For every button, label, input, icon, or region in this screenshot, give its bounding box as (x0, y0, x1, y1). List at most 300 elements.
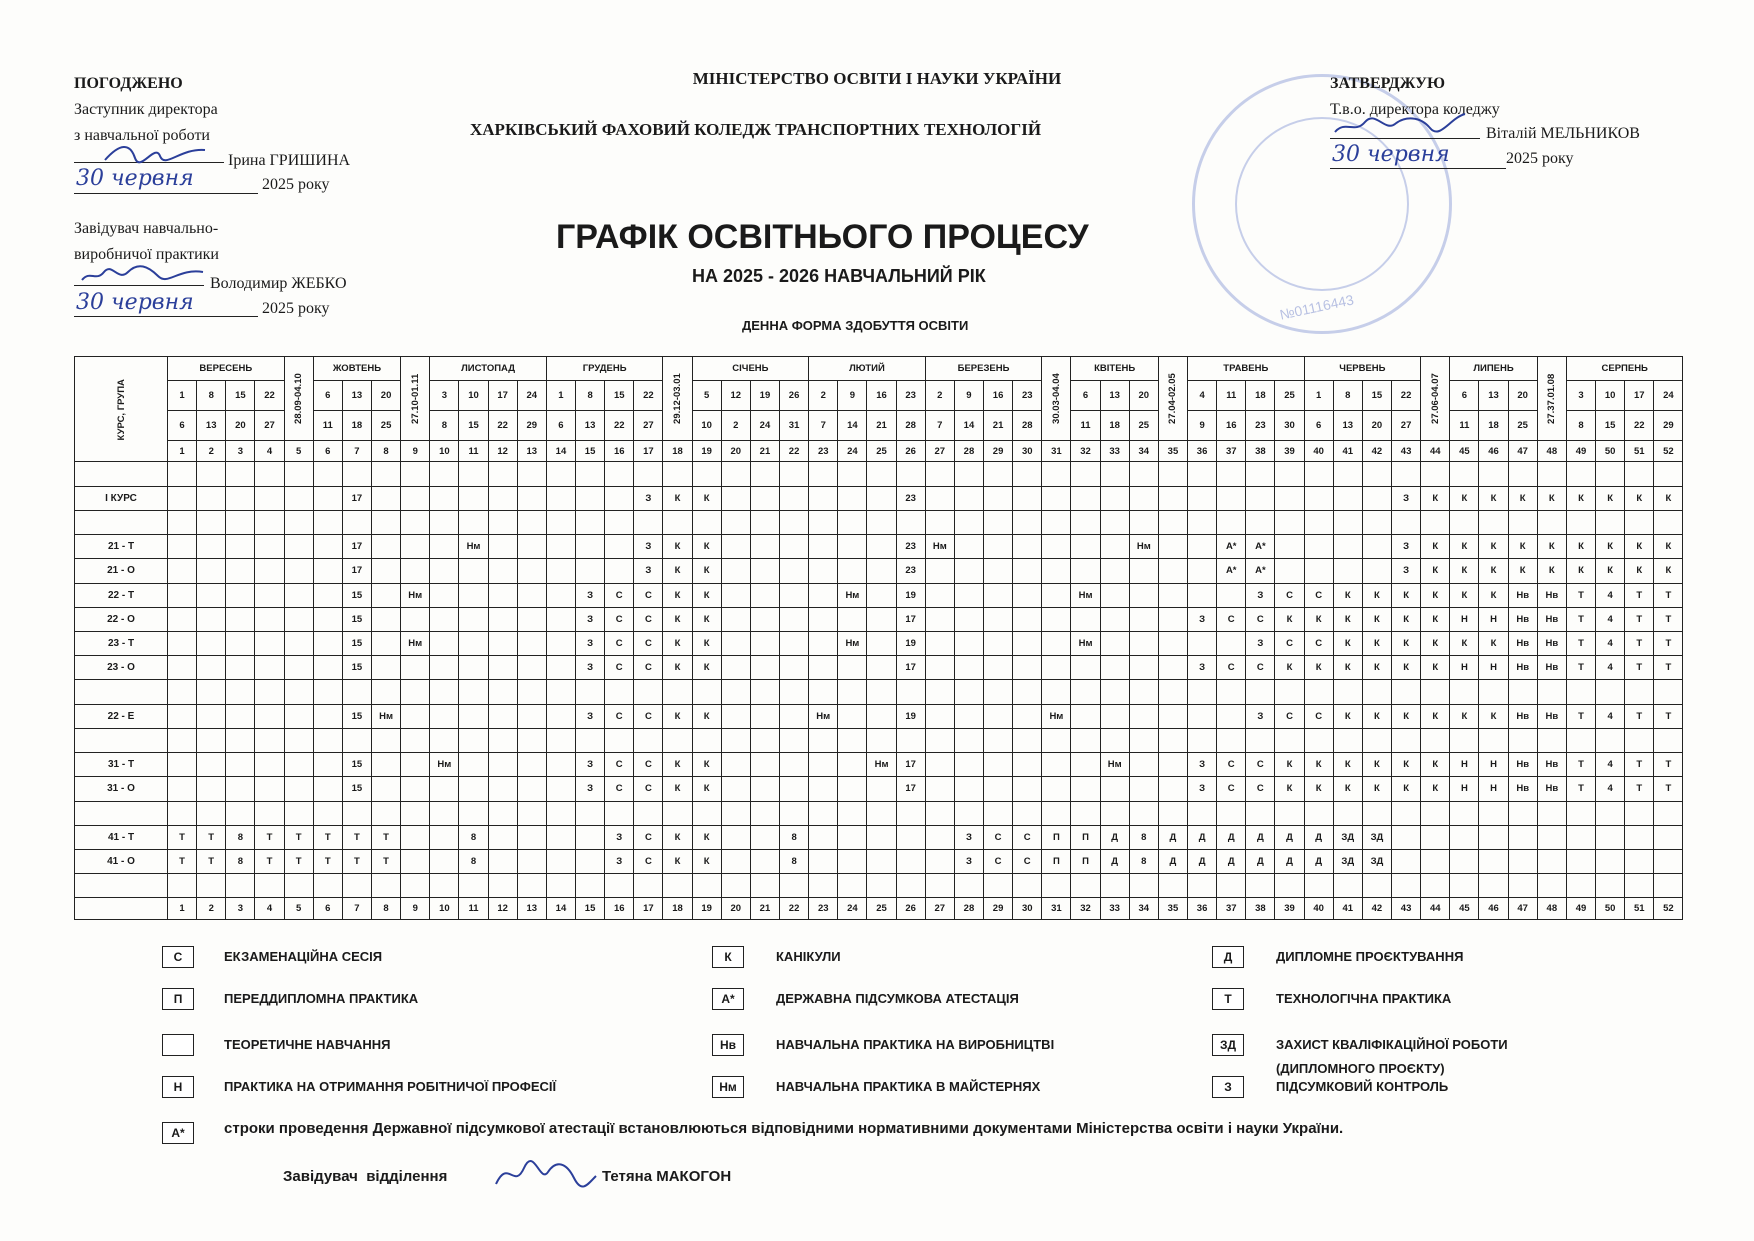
schedule-cell (925, 753, 954, 777)
approver1-name: Ірина ГРИШИНА (228, 152, 351, 169)
schedule-cell (1188, 632, 1217, 656)
schedule-cell (809, 632, 838, 656)
schedule-cell (1071, 704, 1100, 728)
schedule-cell (1246, 462, 1275, 486)
schedule-cell (284, 486, 313, 510)
schedule-cell (1042, 632, 1071, 656)
schedule-cell (780, 656, 809, 680)
month-header: 28.09-04.10 (284, 357, 313, 441)
corner-label: КУРС, ГРУПА (75, 357, 168, 462)
schedule-cell: С (1275, 632, 1304, 656)
schedule-cell: С (1304, 704, 1333, 728)
schedule-cell: К (1508, 535, 1537, 559)
schedule-cell: К (1625, 559, 1654, 583)
week-number-bottom: 13 (517, 898, 546, 920)
schedule-cell (1129, 753, 1158, 777)
week-number: 45 (1450, 440, 1479, 462)
schedule-cell (1158, 486, 1187, 510)
schedule-cell (867, 704, 896, 728)
schedule-cell (1158, 535, 1187, 559)
week-number-bottom: 37 (1217, 898, 1246, 920)
schedule-cell (430, 704, 459, 728)
schedule-cell (663, 680, 692, 704)
schedule-cell (284, 777, 313, 801)
legend-label: НАВЧАЛЬНА ПРАКТИКА В МАЙСТЕРНЯХ (776, 1079, 1041, 1094)
group-label: 23 - О (75, 656, 168, 680)
schedule-cell: 4 (1596, 704, 1625, 728)
schedule-cell (750, 874, 779, 898)
schedule-cell: Т (1566, 607, 1595, 631)
schedule-cell (576, 559, 605, 583)
schedule-cell: Д (1304, 825, 1333, 849)
approver2-position-2: виробничої практики (74, 246, 219, 263)
schedule-cell (663, 462, 692, 486)
schedule-cell: К (1508, 486, 1537, 510)
schedule-cell (1100, 656, 1129, 680)
schedule-cell (1129, 680, 1158, 704)
schedule-cell (226, 510, 255, 534)
legend-label: КАНІКУЛИ (776, 949, 841, 964)
group-label (75, 874, 168, 898)
schedule-cell: Д (1217, 825, 1246, 849)
schedule-cell (809, 825, 838, 849)
schedule-cell (721, 753, 750, 777)
schedule-cell (1071, 510, 1100, 534)
week-number: 6 (313, 440, 342, 462)
table-row (75, 462, 1683, 486)
legend-code-box: Т (1212, 988, 1244, 1010)
schedule-cell (517, 486, 546, 510)
schedule-cell (1596, 728, 1625, 752)
schedule-cell: К (1392, 607, 1421, 631)
schedule-cell (721, 535, 750, 559)
schedule-cell (896, 825, 925, 849)
schedule-cell (1333, 801, 1362, 825)
schedule-cell: К (1392, 704, 1421, 728)
week-number-bottom: 49 (1566, 898, 1595, 920)
schedule-cell (1246, 680, 1275, 704)
schedule-cell (838, 486, 867, 510)
schedule-cell (168, 753, 197, 777)
week-number: 16 (605, 440, 634, 462)
schedule-cell (488, 559, 517, 583)
month-header: ЛИСТОПАД (430, 357, 547, 381)
schedule-cell (1217, 874, 1246, 898)
schedule-cell (1129, 801, 1158, 825)
schedule-cell: ЗД (1333, 825, 1362, 849)
group-label: 22 - Е (75, 704, 168, 728)
schedule-cell (605, 874, 634, 898)
schedule-cell: С (605, 583, 634, 607)
schedule-cell (1158, 559, 1187, 583)
schedule-cell: К (1450, 583, 1479, 607)
schedule-cell (1362, 535, 1391, 559)
schedule-cell (1654, 680, 1683, 704)
schedule-cell (984, 656, 1013, 680)
schedule-cell (1100, 510, 1129, 534)
schedule-cell (896, 849, 925, 873)
schedule-cell (1654, 462, 1683, 486)
schedule-cell (692, 510, 721, 534)
schedule-cell (1275, 559, 1304, 583)
schedule-cell (867, 825, 896, 849)
schedule-cell (1158, 704, 1187, 728)
schedule-cell (1537, 728, 1566, 752)
schedule-cell: К (1508, 559, 1537, 583)
week-number-bottom: 26 (896, 898, 925, 920)
schedule-cell (430, 510, 459, 534)
schedule-cell (1333, 728, 1362, 752)
schedule-cell (1392, 825, 1421, 849)
week-start-day: 17 (1625, 380, 1654, 410)
schedule-cell (750, 704, 779, 728)
schedule-cell (1246, 486, 1275, 510)
schedule-cell (1421, 874, 1450, 898)
schedule-cell: Т (1625, 777, 1654, 801)
schedule-cell (1071, 777, 1100, 801)
week-start-day: 22 (255, 380, 284, 410)
schedule-cell: 17 (896, 607, 925, 631)
week-start-day: 1 (1304, 380, 1333, 410)
table-row (75, 753, 1683, 777)
schedule-cell (780, 486, 809, 510)
schedule-cell (605, 486, 634, 510)
week-number: 15 (576, 440, 605, 462)
schedule-cell (226, 801, 255, 825)
schedule-cell (401, 777, 430, 801)
week-number-bottom: 50 (1596, 898, 1625, 920)
schedule-cell (1625, 849, 1654, 873)
schedule-cell (342, 510, 371, 534)
week-end-day: 13 (576, 410, 605, 440)
schedule-cell: К (663, 559, 692, 583)
schedule-cell (1129, 777, 1158, 801)
week-start-day: 24 (517, 380, 546, 410)
schedule-cell: П (1071, 825, 1100, 849)
schedule-cell: ЗД (1362, 849, 1391, 873)
schedule-cell (954, 656, 983, 680)
week-start-day: 9 (954, 380, 983, 410)
schedule-cell: К (1421, 486, 1450, 510)
schedule-cell (1450, 849, 1479, 873)
schedule-cell (1304, 728, 1333, 752)
schedule-cell: 4 (1596, 607, 1625, 631)
schedule-cell (401, 656, 430, 680)
week-number: 31 (1042, 440, 1071, 462)
week-number: 46 (1479, 440, 1508, 462)
schedule-cell: К (1421, 607, 1450, 631)
week-start-day: 26 (780, 380, 809, 410)
week-end-day: 29 (517, 410, 546, 440)
week-number: 39 (1275, 440, 1304, 462)
week-number-bottom: 10 (430, 898, 459, 920)
schedule-cell (546, 607, 575, 631)
week-number: 38 (1246, 440, 1275, 462)
schedule-cell (226, 607, 255, 631)
schedule-cell (430, 680, 459, 704)
schedule-cell (488, 777, 517, 801)
month-header: СІЧЕНЬ (692, 357, 809, 381)
schedule-cell (1158, 510, 1187, 534)
week-end-day: 10 (692, 410, 721, 440)
schedule-cell (1450, 874, 1479, 898)
schedule-cell (867, 607, 896, 631)
schedule-cell (1217, 680, 1246, 704)
schedule-cell (605, 680, 634, 704)
schedule-cell: К (1450, 486, 1479, 510)
schedule-cell (313, 801, 342, 825)
week-number-bottom: 25 (867, 898, 896, 920)
schedule-cell (1246, 801, 1275, 825)
schedule-cell: 17 (342, 535, 371, 559)
schedule-cell: 4 (1596, 583, 1625, 607)
schedule-cell (255, 728, 284, 752)
schedule-cell (517, 728, 546, 752)
week-number-bottom: 40 (1304, 898, 1333, 920)
schedule-cell (1042, 486, 1071, 510)
week-end-day: 27 (634, 410, 663, 440)
week-start-day: 10 (459, 380, 488, 410)
schedule-cell (197, 680, 226, 704)
schedule-cell (1362, 680, 1391, 704)
schedule-cell (721, 825, 750, 849)
schedule-cell: Нв (1537, 607, 1566, 631)
schedule-cell (168, 874, 197, 898)
schedule-cell (1129, 510, 1158, 534)
schedule-cell: Нм (401, 583, 430, 607)
schedule-cell (1042, 874, 1071, 898)
schedule-cell (867, 777, 896, 801)
week-number: 51 (1625, 440, 1654, 462)
schedule-cell (1304, 680, 1333, 704)
schedule-table (74, 356, 1683, 920)
schedule-cell (517, 535, 546, 559)
schedule-cell (1042, 510, 1071, 534)
week-start-day: 19 (750, 380, 779, 410)
schedule-cell (430, 607, 459, 631)
schedule-cell: Т (255, 849, 284, 873)
schedule-cell (1275, 462, 1304, 486)
schedule-cell: 8 (459, 849, 488, 873)
schedule-cell: Т (1566, 583, 1595, 607)
week-start-day: 6 (1071, 380, 1100, 410)
schedule-cell: Т (255, 825, 284, 849)
schedule-cell: Нм (809, 704, 838, 728)
legend-code-box: Д (1212, 946, 1244, 968)
schedule-cell (1100, 462, 1129, 486)
schedule-cell (721, 777, 750, 801)
schedule-cell (984, 632, 1013, 656)
schedule-cell: С (634, 583, 663, 607)
schedule-cell (1362, 874, 1391, 898)
schedule-cell (197, 874, 226, 898)
schedule-cell (984, 801, 1013, 825)
schedule-cell (1158, 680, 1187, 704)
schedule-cell: Нв (1508, 607, 1537, 631)
schedule-cell (721, 801, 750, 825)
legend-label: НАВЧАЛЬНА ПРАКТИКА НА ВИРОБНИЦТВІ (776, 1037, 1055, 1052)
week-end-day: 31 (780, 410, 809, 440)
schedule-cell (1013, 559, 1042, 583)
director-position: Т.в.о. директора коледжу (1330, 101, 1500, 118)
schedule-cell (1129, 462, 1158, 486)
schedule-cell (1129, 704, 1158, 728)
schedule-cell (1188, 559, 1217, 583)
schedule-cell (372, 874, 401, 898)
schedule-cell: К (1625, 486, 1654, 510)
schedule-cell (1013, 777, 1042, 801)
schedule-cell (867, 486, 896, 510)
schedule-cell (1479, 510, 1508, 534)
schedule-cell (255, 632, 284, 656)
schedule-cell (1596, 801, 1625, 825)
schedule-cell: С (634, 849, 663, 873)
schedule-cell: А* (1246, 535, 1275, 559)
schedule-cell (1158, 656, 1187, 680)
schedule-cell (780, 583, 809, 607)
month-header: ВЕРЕСЕНЬ (168, 357, 285, 381)
table-row (75, 825, 1683, 849)
schedule-cell (1275, 486, 1304, 510)
schedule-cell (634, 680, 663, 704)
schedule-cell (925, 559, 954, 583)
schedule-cell (488, 486, 517, 510)
month-header: 29.12-03.01 (663, 357, 692, 441)
schedule-cell: Нм (1129, 535, 1158, 559)
schedule-cell: 4 (1596, 777, 1625, 801)
schedule-cell (925, 849, 954, 873)
schedule-cell (342, 801, 371, 825)
schedule-cell (1392, 874, 1421, 898)
schedule-cell (1100, 535, 1129, 559)
schedule-cell (1013, 583, 1042, 607)
schedule-cell (197, 559, 226, 583)
legend-code-box: Нв (712, 1034, 744, 1056)
week-number-bottom: 19 (692, 898, 721, 920)
schedule-cell (576, 874, 605, 898)
schedule-cell (1013, 607, 1042, 631)
schedule-cell (838, 704, 867, 728)
schedule-cell (430, 486, 459, 510)
director-name: Віталій МЕЛЬНИКОВ (1486, 125, 1640, 142)
schedule-cell (1392, 462, 1421, 486)
schedule-cell: З (605, 825, 634, 849)
schedule-cell: Т (313, 825, 342, 849)
schedule-cell: С (1217, 753, 1246, 777)
week-end-day: 20 (1362, 410, 1391, 440)
schedule-cell (284, 704, 313, 728)
schedule-cell: 8 (226, 849, 255, 873)
schedule-cell (430, 583, 459, 607)
schedule-cell (488, 462, 517, 486)
schedule-cell: К (1333, 632, 1362, 656)
schedule-cell (954, 777, 983, 801)
schedule-cell (1450, 728, 1479, 752)
group-label: 22 - Т (75, 583, 168, 607)
schedule-cell (867, 728, 896, 752)
signature-line-2 (74, 285, 204, 286)
schedule-cell: Т (1625, 704, 1654, 728)
group-label: 41 - О (75, 849, 168, 873)
schedule-cell (1013, 874, 1042, 898)
schedule-cell (1071, 535, 1100, 559)
table-row (75, 777, 1683, 801)
schedule-cell: Нм (925, 535, 954, 559)
schedule-cell (546, 680, 575, 704)
month-header: ГРУДЕНЬ (546, 357, 663, 381)
schedule-cell (1450, 825, 1479, 849)
month-header: СЕРПЕНЬ (1566, 357, 1683, 381)
schedule-cell: С (1275, 704, 1304, 728)
schedule-cell: К (1450, 704, 1479, 728)
schedule-cell (226, 559, 255, 583)
schedule-cell (546, 462, 575, 486)
schedule-cell: С (634, 607, 663, 631)
week-end-day: 18 (1100, 410, 1129, 440)
schedule-cell (284, 462, 313, 486)
schedule-cell (750, 583, 779, 607)
schedule-cell: Д (1275, 825, 1304, 849)
schedule-cell (954, 486, 983, 510)
legend-extra: (ДИПЛОМНОГО ПРОЄКТУ) (1276, 1061, 1445, 1076)
schedule-cell (459, 462, 488, 486)
schedule-cell: Д (1100, 849, 1129, 873)
schedule-cell: К (692, 607, 721, 631)
schedule-cell (372, 728, 401, 752)
week-number: 20 (721, 440, 750, 462)
month-header: ЧЕРВЕНЬ (1304, 357, 1421, 381)
schedule-cell: 4 (1596, 632, 1625, 656)
schedule-cell (634, 510, 663, 534)
schedule-cell (226, 777, 255, 801)
week-start-day: 22 (1392, 380, 1421, 410)
week-start-day: 12 (721, 380, 750, 410)
schedule-cell (1654, 874, 1683, 898)
schedule-cell (954, 462, 983, 486)
schedule-cell (1537, 462, 1566, 486)
week-number-bottom: 36 (1188, 898, 1217, 920)
schedule-cell (313, 535, 342, 559)
schedule-cell (372, 632, 401, 656)
schedule-cell: Т (1566, 704, 1595, 728)
schedule-cell: К (1596, 535, 1625, 559)
schedule-cell (925, 728, 954, 752)
week-end-day: 11 (1071, 410, 1100, 440)
schedule-cell (517, 656, 546, 680)
schedule-cell: З (576, 753, 605, 777)
week-number-bottom: 44 (1421, 898, 1450, 920)
schedule-cell (255, 462, 284, 486)
week-number-bottom: 3 (226, 898, 255, 920)
schedule-cell (1275, 535, 1304, 559)
week-number-bottom: 17 (634, 898, 663, 920)
schedule-cell (255, 777, 284, 801)
schedule-cell (488, 728, 517, 752)
week-start-day: 2 (925, 380, 954, 410)
schedule-cell (1188, 704, 1217, 728)
schedule-cell (750, 535, 779, 559)
schedule-cell (838, 777, 867, 801)
week-number: 28 (954, 440, 983, 462)
schedule-cell (459, 486, 488, 510)
schedule-cell (1625, 680, 1654, 704)
schedule-cell (1566, 825, 1595, 849)
schedule-cell (1537, 801, 1566, 825)
schedule-cell (663, 510, 692, 534)
schedule-cell (1071, 801, 1100, 825)
schedule-cell (1071, 486, 1100, 510)
week-end-day: 24 (750, 410, 779, 440)
